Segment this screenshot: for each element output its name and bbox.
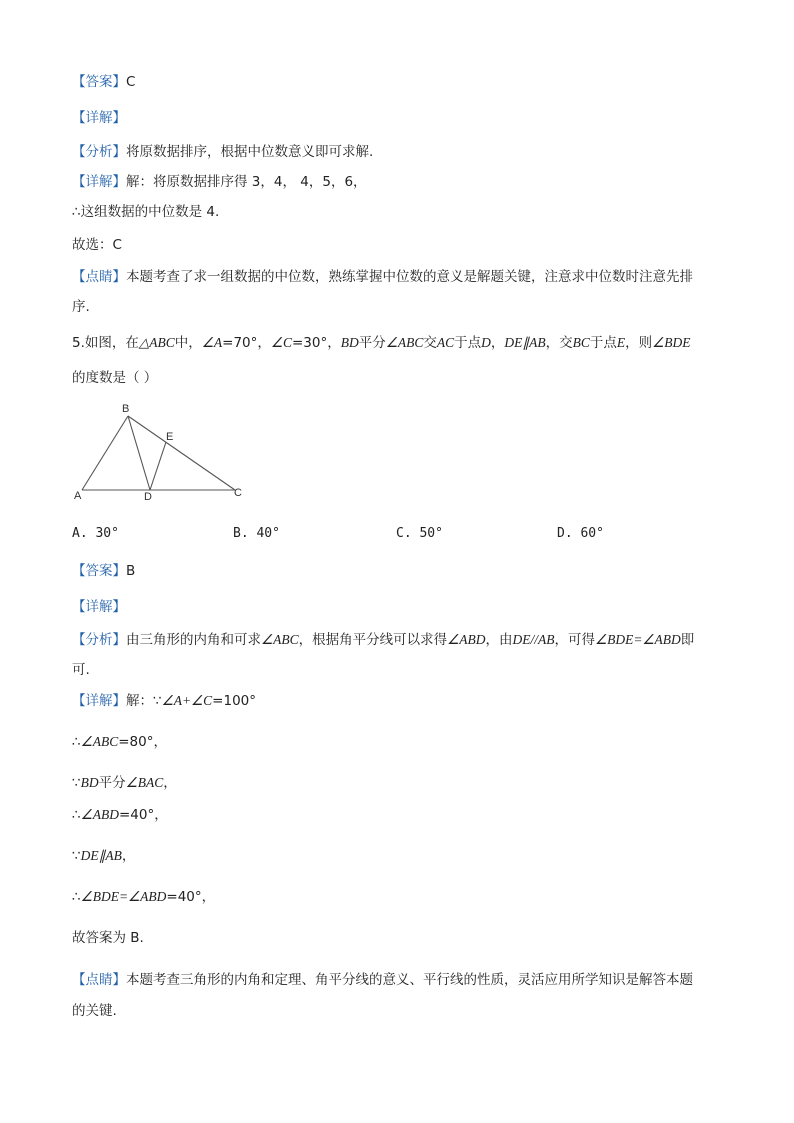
q4-comment-line-2: 序. <box>72 299 90 315</box>
q5-detail-math: ∠BAC <box>125 775 164 790</box>
q5-analysis-text: 由三角形的内角和可求 <box>126 632 261 648</box>
q5-stem-text: ，交 <box>545 335 573 351</box>
q5-detail-math: DE∥AB <box>80 848 122 863</box>
comment-tag: 【点睛】 <box>72 269 126 285</box>
q5-stem-line-1 <box>72 334 691 352</box>
q5-analysis-text: ，根据角平分线可以求得 <box>298 632 448 648</box>
q5-analysis-math: ∠ABC <box>261 632 299 647</box>
q5-stem-text: 于点 <box>454 335 482 351</box>
q5-detail-text: ∴ <box>72 734 81 750</box>
q5-stem-math: E <box>616 335 626 350</box>
q5-comment-line-1 <box>72 971 693 989</box>
q5-stem-text: =70°， <box>222 335 271 351</box>
option-a: A. 30° <box>72 526 119 541</box>
q4-detail-1: 解：将原数据排序得 3，4， 4，5，6， <box>126 174 367 190</box>
q5-detail-line-3 <box>72 774 177 792</box>
q5-detail-line-6 <box>72 888 215 906</box>
segment-bc <box>128 416 235 490</box>
answer-tag: 【答案】 <box>72 563 126 579</box>
option-c: C. 50° <box>396 526 443 541</box>
q5-stem-math: AC <box>436 335 455 350</box>
q5-detail-math: ∠A+∠C <box>161 693 213 708</box>
q5-detail-math: ∠BDE=∠ABD <box>80 889 167 904</box>
q5-detail-text: =100° <box>212 693 257 709</box>
q5-detail-text: 平分 <box>98 775 126 791</box>
q5-detail-text: ∴ <box>72 807 81 823</box>
q5-stem-math: D <box>481 335 491 350</box>
q5-detail-math: ∠ABD <box>80 807 119 822</box>
q5-analysis-math: DE//AB <box>512 632 555 647</box>
q5-detail-line-2 <box>72 733 167 751</box>
q5-analysis-math: ∠BDE=∠ABD <box>594 632 681 647</box>
q5-analysis-text: ，由 <box>485 632 513 648</box>
segment-ab <box>82 416 128 490</box>
q5-detail-text: =40°， <box>118 807 168 823</box>
q5-stem-text: 如图，在 <box>84 335 139 351</box>
q5-stem-text: 中， <box>174 335 202 351</box>
q5-detail-line-1 <box>72 692 256 710</box>
q4-comment-line-1 <box>72 268 693 286</box>
label-a: A <box>74 490 82 502</box>
analysis-tag: 【分析】 <box>72 632 126 648</box>
label-b: B <box>122 403 130 415</box>
segment-de <box>150 442 166 490</box>
q4-detail-heading <box>72 109 126 127</box>
q5-detail-line-5 <box>72 847 135 865</box>
q5-stem-text: ，则 <box>625 335 653 351</box>
q5-detail-line-4 <box>72 806 168 824</box>
q5-stem-text: 平分 <box>358 335 386 351</box>
q5-stem-math: ∠BDE <box>652 335 691 350</box>
q4-detail-line-3: 故选：C <box>72 237 122 253</box>
label-e: E <box>166 431 174 443</box>
q5-stem-math: ∠C <box>270 335 292 350</box>
q5-detail-text: =40°， <box>166 889 216 905</box>
detail-tag: 【详解】 <box>72 110 126 126</box>
q4-analysis: 将原数据排序，根据中位数意义即可求解. <box>126 144 374 160</box>
q5-analysis-text: 即 <box>680 632 695 648</box>
q5-stem-math: ∠ABC <box>385 335 424 350</box>
q5-stem-text: ， <box>490 335 505 351</box>
q5-detail-text: ， <box>121 848 136 864</box>
q5-stem-math: BC <box>572 335 590 350</box>
analysis-tag: 【分析】 <box>72 144 126 160</box>
label-c: C <box>234 487 242 499</box>
option-d: D. 60° <box>557 526 604 541</box>
segment-bd <box>128 416 150 490</box>
q4-answer-line <box>72 73 135 91</box>
q5-stem-math: ∠A <box>201 335 223 350</box>
triangle-figure <box>70 400 260 505</box>
q5-answer: B <box>126 563 136 579</box>
q5-detail-text: ∵ <box>72 775 81 791</box>
q5-detail-text: ∴ <box>72 889 81 905</box>
q5-stem-text: =30°， <box>292 335 341 351</box>
q4-detail-line-1 <box>72 173 367 191</box>
q4-detail-line-2: ∴这组数据的中位数是 4. <box>72 204 220 220</box>
q5-stem-math: BD <box>340 335 359 350</box>
q5-stem-text: 于点 <box>589 335 617 351</box>
q4-analysis-line <box>72 143 373 161</box>
q5-detail-line-7: 故答案为 B. <box>72 930 144 946</box>
q5-answer-line <box>72 562 135 580</box>
q5-stem-math: △ABC <box>138 335 175 350</box>
q5-stem-text: 交 <box>423 335 437 351</box>
q5-analysis-line-1 <box>72 631 694 649</box>
q5-analysis-math: ∠ABD <box>447 632 486 647</box>
q5-detail-text: ， <box>163 775 177 791</box>
q5-comment-line-2: 的关键. <box>72 1003 117 1019</box>
answer-tag: 【答案】 <box>72 74 126 90</box>
q4-answer: C <box>126 74 136 90</box>
detail-tag: 【详解】 <box>72 693 126 709</box>
q5-analysis-text: ，可得 <box>554 632 595 648</box>
q5-detail-heading <box>72 598 126 616</box>
label-d: D <box>144 491 152 503</box>
q5-analysis-line-2: 可. <box>72 662 90 678</box>
q5-detail-text: 解：∵ <box>126 693 162 709</box>
detail-tag: 【详解】 <box>72 174 126 190</box>
q5-stem-math: DE∥AB <box>504 335 546 350</box>
comment-tag: 【点睛】 <box>72 972 126 988</box>
q5-detail-text: =80°， <box>118 734 167 750</box>
q5-detail-math: BD <box>80 775 99 790</box>
q4-comment-1: 本题考查了求一组数据的中位数，熟练掌握中位数的意义是解题关键，注意求中位数时注意先排 <box>126 269 693 285</box>
q5-detail-math: ∠ABC <box>80 734 119 749</box>
q5-detail-text: ∵ <box>72 848 81 864</box>
option-b: B. 40° <box>233 526 280 541</box>
q5-number: 5. <box>72 335 85 351</box>
q5-comment-1: 本题考查三角形的内角和定理、角平分线的意义、平行线的性质，灵活应用所学知识是解答本题 <box>126 972 693 988</box>
detail-tag: 【详解】 <box>72 599 126 615</box>
q5-stem-line-2: 的度数是（ ） <box>72 370 158 386</box>
